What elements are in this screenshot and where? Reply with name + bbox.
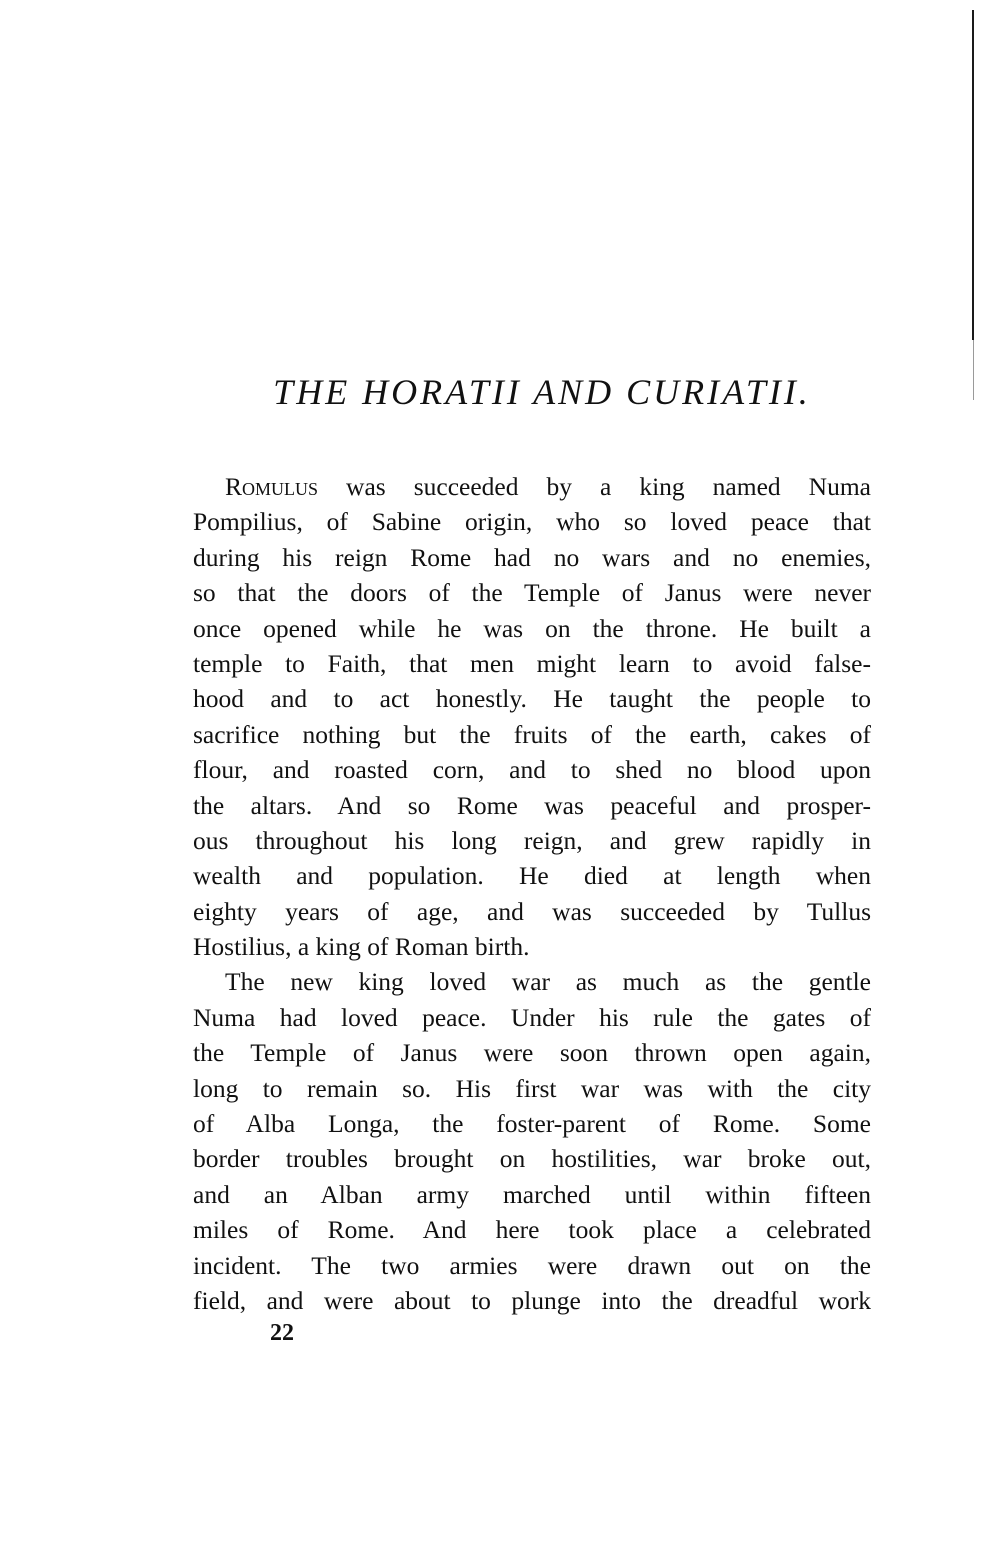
chapter-title: THE HORATII AND CURIATII.	[273, 372, 811, 412]
paragraph-2-line: and an Alban army marched until within fifteen	[193, 1179, 871, 1209]
page-number: 22	[270, 1320, 294, 1346]
paragraph-1-line: once opened while he was on the throne. He built a	[193, 613, 871, 643]
paragraph-1-line: ous throughout his long reign, and grew rapidly in	[193, 825, 871, 855]
paragraph-2-line: The new king loved war as much as the gentle	[225, 967, 871, 997]
page-edge-rule-faint	[973, 340, 974, 400]
paragraph-1-line: Pompilius, of Sabine origin, who so loved peace that	[193, 507, 871, 537]
paragraph-1-line: hood and to act honestly. He taught the people to	[193, 684, 871, 714]
paragraph-1-line: eighty years of age, and was succeeded by Tullus	[193, 896, 871, 926]
paragraph-2-line: Numa had loved peace. Under his rule the gates of	[193, 1002, 871, 1032]
paragraph-2-line: of Alba Longa, the foster-parent of Rome. Some	[193, 1109, 871, 1139]
paragraph-1-line: during his reign Rome had no wars and no enemies,	[193, 542, 871, 572]
paragraph-2-line: field, and were about to plunge into the dreadful work	[193, 1285, 871, 1315]
paragraph-1-line: sacrifice nothing but the fruits of the earth, cakes of	[193, 719, 871, 749]
paragraph-2-line: the Temple of Janus were soon thrown open again,	[193, 1038, 871, 1068]
paragraph-1-line: so that the doors of the Temple of Janus were never	[193, 578, 871, 608]
paragraph-1-line-1	[193, 469, 871, 504]
paragraph-2-line: miles of Rome. And here took place a celebrated	[193, 1215, 871, 1245]
paragraph-1-line: the altars. And so Rome was peaceful and prosper-	[193, 790, 871, 820]
paragraph-2-line: incident. The two armies were drawn out on the	[193, 1250, 871, 1280]
chapter-body	[193, 469, 871, 1318]
paragraph-1-line: wealth and population. He died at length when	[193, 861, 871, 891]
paragraph-2-line: border troubles brought on hostilities, war broke out,	[193, 1144, 871, 1174]
page-edge-rule	[972, 10, 974, 340]
paragraph-1-line-1-rest: was succeeded by a king named Numa	[318, 472, 871, 501]
drop-word: Romulus	[225, 472, 319, 501]
paragraph-1-line: temple to Faith, that men might learn to avoid false-	[193, 648, 871, 678]
paragraph-2-line: long to remain so. His first war was with the city	[193, 1073, 871, 1103]
paragraph-1-line: Hostilius, a king of Roman birth.	[193, 932, 530, 962]
paragraph-1-line: flour, and roasted corn, and to shed no blood upon	[193, 755, 871, 785]
